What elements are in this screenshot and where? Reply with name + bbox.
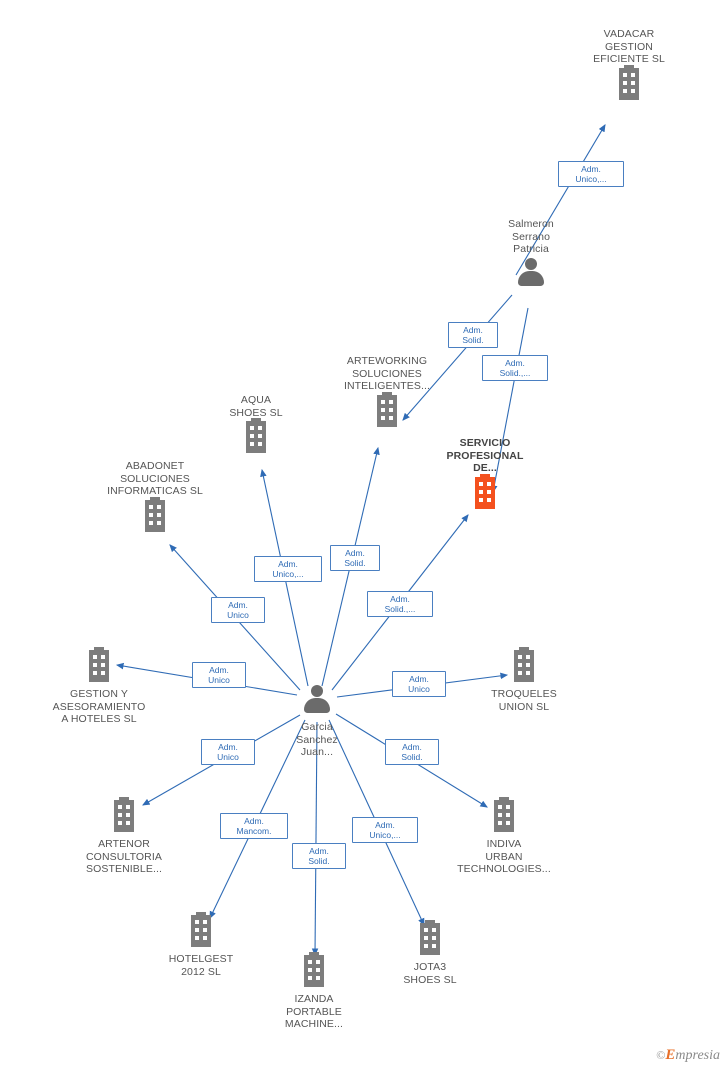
node-label: VADACAR GESTION EFICIENTE SL [593,28,665,65]
node-label: IZANDA PORTABLE MACHINE... [284,993,344,1030]
node-label: Salmeron Serrano Patricia [508,218,554,255]
node-vadacar[interactable] [569,28,689,104]
building-icon [569,68,689,104]
edge-label-garcia-izanda[interactable]: Adm. Solid. [292,843,346,869]
node-label: Garcia Sanchez Juan... [296,721,338,758]
building-icon [327,395,447,431]
node-servicio-profesional-focus[interactable] [425,437,545,513]
edge-label-garcia-servicio[interactable]: Adm. Solid.,... [367,591,433,617]
building-icon [464,650,584,686]
node-label: ARTENOR CONSULTORIA SOSTENIBLE... [86,838,162,875]
building-icon [39,650,159,686]
edge-label-garcia-abadonet[interactable]: Adm. Unico [211,597,265,623]
node-label: TROQUELES UNION SL [491,688,557,713]
watermark [656,1047,720,1064]
edge-label-garcia-indiva[interactable]: Adm. Solid. [385,739,439,765]
node-gestion-asesoramiento-hoteles[interactable] [39,650,159,726]
edge-label-garcia-artenor[interactable]: Adm. Unico [201,739,255,765]
edge-label-garcia-jota3[interactable]: Adm. Unico,... [352,817,418,843]
node-artenor-consultoria[interactable] [64,800,184,876]
edge-label-salmeron-vadacar[interactable]: Adm. Unico,... [558,161,624,187]
node-arteworking[interactable] [327,355,447,431]
node-indiva-urban-technologies[interactable] [444,800,564,876]
building-icon [444,800,564,836]
building-icon-highlighted [425,477,545,513]
node-troqueles-union[interactable] [464,650,584,713]
node-label: JOTA3 SHOES SL [403,961,457,986]
building-icon [95,500,215,536]
edge-label-salmeron-arteworking[interactable]: Adm. Solid. [448,322,498,348]
edge-label-garcia-troqueles[interactable]: Adm. Unico [392,671,446,697]
node-label: INDIVA URBAN TECHNOLOGIES... [457,838,551,875]
node-label: GESTION Y ASESORAMIENTO A HOTELES SL [52,688,146,725]
building-icon [254,955,374,991]
node-izanda-portable-machine[interactable] [254,955,374,1031]
node-hotelgest-2012[interactable] [141,915,261,978]
node-label: ARTEWORKING SOLUCIONES INTELIGENTES... [343,355,431,392]
node-jota3-shoes[interactable] [370,923,490,986]
person-icon [471,258,591,292]
edge-label-garcia-arteworking[interactable]: Adm. Solid. [330,545,380,571]
node-salmeron-serrano-patricia[interactable] [471,218,591,292]
node-aqua-shoes[interactable] [196,394,316,457]
node-label: ABADONET SOLUCIONES INFORMATICAS SL [107,460,203,497]
edge-label-garcia-gestion[interactable]: Adm. Unico [192,662,246,688]
building-icon [64,800,184,836]
person-icon [257,685,377,719]
copyright-symbol: © [656,1048,666,1062]
node-garcia-sanchez-juan[interactable] [257,685,377,759]
node-label: SERVICIO PROFESIONAL DE... [446,437,524,474]
brand-initial: E [665,1047,676,1063]
edge-label-salmeron-servicio[interactable]: Adm. Solid.,... [482,355,548,381]
edge-label-garcia-hotelgest[interactable]: Adm. Mancom. [220,813,288,839]
building-icon [370,923,490,959]
building-icon [196,421,316,457]
node-label: AQUA SHOES SL [229,394,283,419]
node-abadonet[interactable] [95,460,215,536]
building-icon [141,915,261,951]
edge-label-garcia-aqua[interactable]: Adm. Unico,... [254,556,322,582]
brand-name: mpresia [675,1048,720,1063]
node-label: HOTELGEST 2012 SL [168,953,234,978]
